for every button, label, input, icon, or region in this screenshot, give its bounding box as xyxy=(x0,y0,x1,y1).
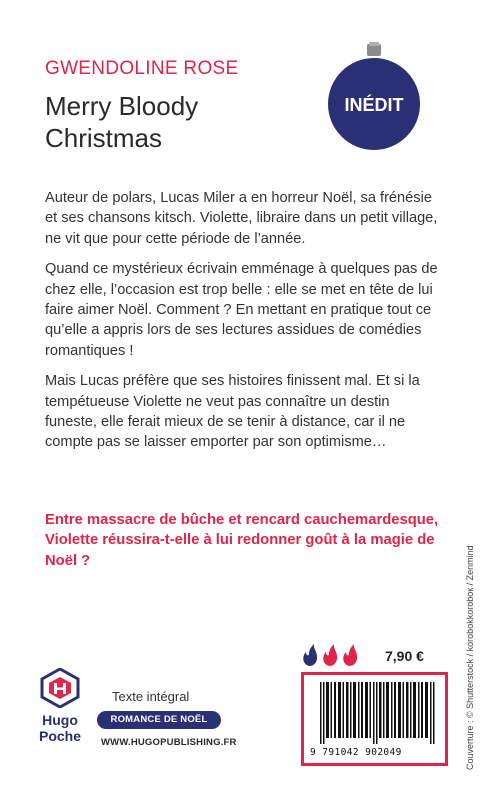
barcode-number: 9 791042 902049 xyxy=(310,747,402,758)
book-title xyxy=(45,90,198,154)
cover-credit: Couverture : © Shutterstock / korobokkoroboк / Zenmind xyxy=(465,545,475,770)
price: 7,90 € xyxy=(385,648,424,664)
title-line-1: Merry Bloody xyxy=(45,91,199,121)
publisher-logo-text xyxy=(35,712,85,744)
title-line-2: Christmas xyxy=(45,123,163,153)
barcode-area xyxy=(301,672,448,766)
synopsis-paragraph: Mais Lucas préfère que ses histoires finissent mal. Et si la tempétueuse Violette ne veut pas connaître un destin funeste, elle ferait mieux de se tenir à distance, car il ne compte pas se laisser emporter par son optimisme… xyxy=(45,373,420,451)
synopsis-paragraph: Quand ce mystérieux écrivain emménage à quelques pas de chez elle, l’occasion est trop belle : elle se met en tête de lui faire aimer Noël. Comment ? En mettant en pratique tout ce qu’elle a appris lors de ses lectures assidues de comédies romantiques ! xyxy=(45,261,438,359)
flame-rating-icon xyxy=(301,643,361,667)
author-name: GWENDOLINE ROSE xyxy=(45,58,239,79)
full-text-label: Texte intégral xyxy=(112,689,190,704)
publisher-name-line-1: Hugo xyxy=(42,712,78,728)
badge-text: INÉDIT xyxy=(344,95,404,115)
synopsis xyxy=(45,188,440,463)
synopsis-paragraph: Auteur de polars, Lucas Miler a en horreur Noël, sa frénésie et ses chansons kitsch. Violette, libraire dans un petit village, ne vit que pour cette période de l’année. xyxy=(45,190,438,247)
publisher-name-line-2: Poche xyxy=(38,728,81,744)
barcode-icon xyxy=(320,682,435,744)
tagline: Entre massacre de bûche et rencard cauchemardesque, Violette réussira-t-elle à lui redonner goût à la magie de Noël ? xyxy=(45,512,439,569)
christmas-bauble-icon xyxy=(325,42,423,152)
hugo-poche-logo-icon xyxy=(38,668,82,708)
publisher-website: WWW.HUGOPUBLISHING.FR xyxy=(101,737,237,748)
genre-badge: ROMANCE DE NOËL xyxy=(97,711,221,729)
